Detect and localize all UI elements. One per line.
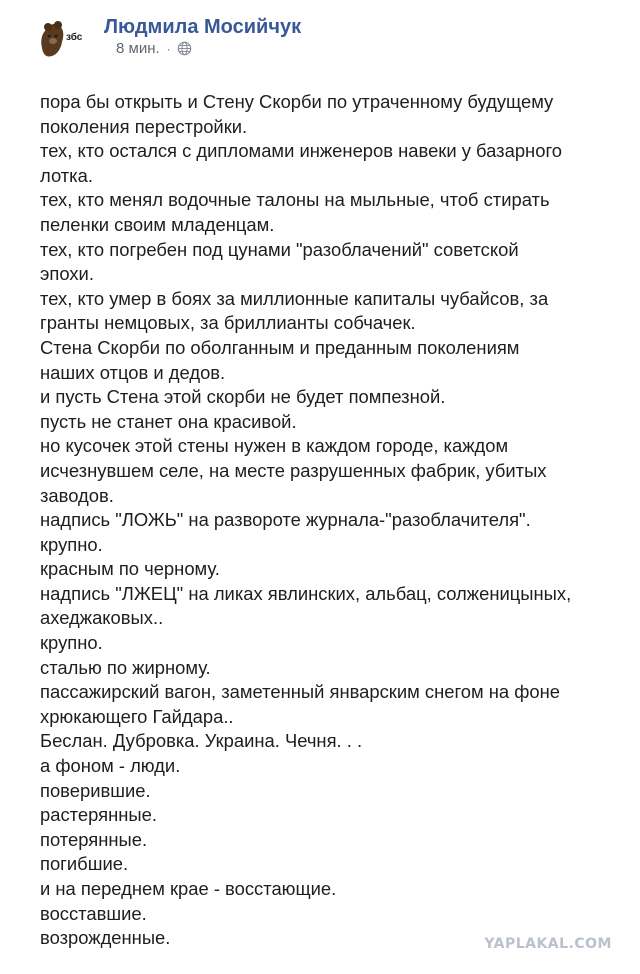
post-line: пора бы открыть и Стену Скорби по утраченному будущему (40, 91, 554, 112)
post-line: а фоном - люди. (40, 755, 181, 777)
post-line: Стена Скорби по оболганным и преданным поколениям (40, 336, 520, 358)
post-meta (116, 40, 192, 57)
post-line: поверившие. (40, 779, 151, 801)
post-line: пассажирский вагон, заметенный январским снегом на фоне (40, 681, 560, 703)
bear-ear-icon (54, 21, 62, 29)
post-line: сталью по жирному. (40, 656, 211, 678)
post-header (0, 0, 640, 80)
post-line: тех, кто остался с дипломами инженеров навеки у базарного (40, 140, 562, 162)
post-line: и на переднем крае - восстающие. (40, 878, 337, 899)
post-line: крупно. (40, 533, 103, 555)
post-line: тех, кто погребен под цунами "разоблачений" советской (40, 238, 519, 260)
post-line: гранты немцовых, за бриллианты собчачек. (40, 312, 416, 334)
post-time[interactable]: 8 мин. (116, 40, 160, 57)
post-line: крупно. (40, 632, 103, 654)
globe-icon[interactable] (177, 41, 192, 56)
post-line: Беслан. Дубровка. Украина. Чечня. . . (40, 730, 363, 752)
post-line: возрожденные. (40, 927, 171, 949)
post-line: поколения перестройки. (40, 115, 248, 137)
post-line: эпохи. (40, 263, 94, 285)
bear-ear-icon (44, 23, 52, 31)
post-text (40, 90, 630, 951)
post-line: надпись "ЛЖЕЦ" на ликах явлинских, альбац, солженицыных, (40, 582, 572, 604)
post-line: лотка. (40, 164, 93, 186)
post-line: тех, кто умер в боях за миллионные капиталы чубайсов, за (40, 287, 549, 309)
post-line: заводов. (40, 484, 114, 506)
post-line: восставшие. (40, 902, 147, 924)
post-line: пеленки своим младенцам. (40, 213, 275, 235)
post-line: пусть не станет она красивой. (40, 410, 297, 432)
post-line: растерянные. (40, 804, 157, 826)
post-line: ахеджаковых.. (40, 607, 164, 629)
post-line: потерянные. (40, 828, 148, 850)
post-line: надпись "ЛОЖЬ" на развороте журнала-"разоблачителя". (40, 509, 531, 531)
author-name[interactable]: Людмила Мосийчук (104, 16, 302, 38)
post-line: и пусть Стена этой скорби не будет помпезной. (40, 386, 446, 408)
post-line: тех, кто менял водочные талоны на мыльные, чтоб стирать (40, 189, 550, 211)
avatar-text: збс (66, 32, 83, 43)
post-line: но кусочек этой стены нужен в каждом городе, каждом (40, 435, 509, 457)
post-line: хрюкающего Гайдара.. (40, 705, 234, 727)
post-line: исчезнувшем селе, на месте разрушенных фабрик, убитых (40, 459, 547, 481)
watermark: YAPLAKAL.COM (484, 936, 612, 952)
meta-separator: · (166, 41, 171, 56)
avatar[interactable] (36, 18, 94, 60)
post-line: красным по черному. (40, 558, 220, 580)
post-line: погибшие. (40, 853, 129, 875)
post-line: наших отцов и дедов. (40, 361, 226, 383)
